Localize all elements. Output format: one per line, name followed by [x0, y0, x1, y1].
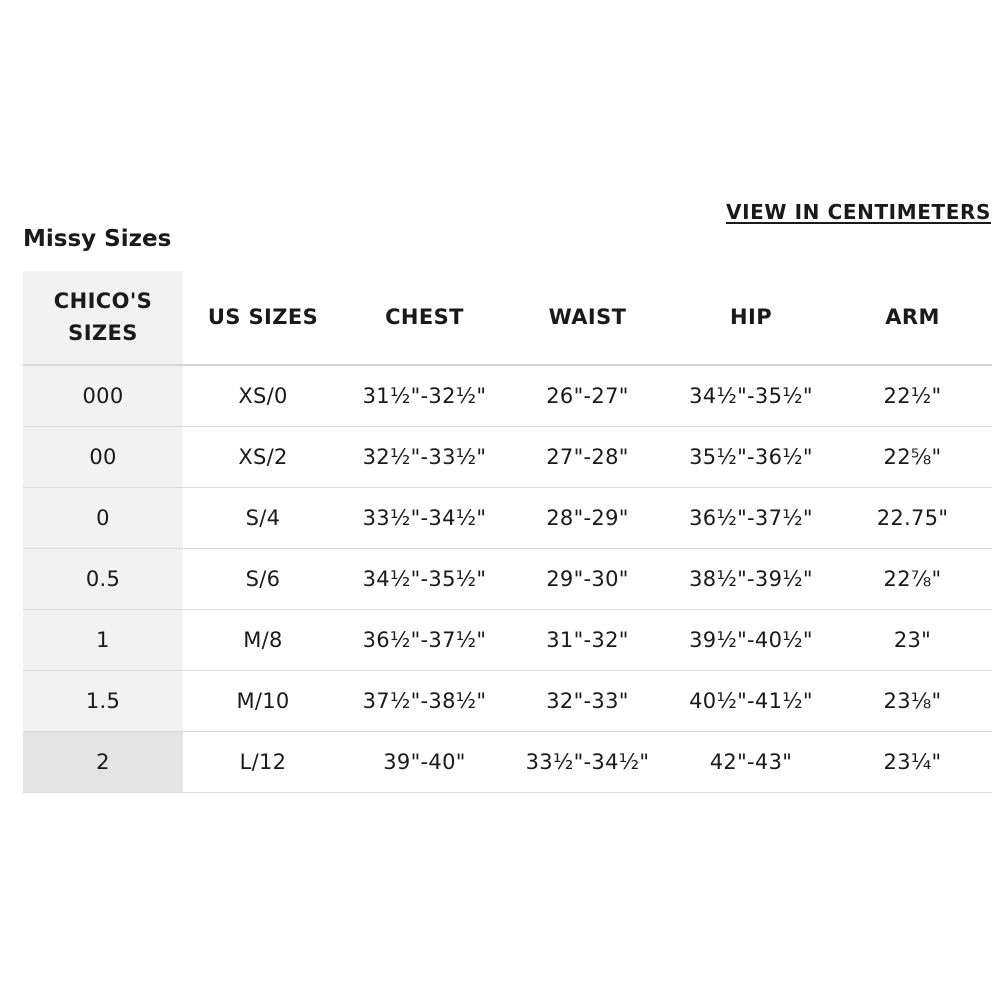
waist-cell: 32"-33" [506, 670, 669, 731]
us-size-cell: M/8 [183, 609, 343, 670]
hip-cell: 38½"-39½" [669, 548, 833, 609]
waist-cell: 33½"-34½" [506, 731, 669, 792]
us-size-cell: S/4 [183, 487, 343, 548]
chicos-size-cell: 000 [23, 365, 183, 426]
table-header-row [23, 271, 992, 365]
arm-cell: 22.75" [833, 487, 992, 548]
arm-cell: 23¼" [833, 731, 992, 792]
us-size-cell: L/12 [183, 731, 343, 792]
column-header-hip: HIP [669, 271, 833, 365]
hip-cell: 40½"-41½" [669, 670, 833, 731]
table-row [23, 731, 992, 792]
chicos-size-cell: 0 [23, 487, 183, 548]
section-title: Missy Sizes [23, 226, 172, 252]
hip-cell: 34½"-35½" [669, 365, 833, 426]
chest-cell: 31½"-32½" [343, 365, 506, 426]
chicos-size-cell: 1 [23, 609, 183, 670]
us-size-cell: XS/0 [183, 365, 343, 426]
table-row [23, 487, 992, 548]
arm-cell: 22½" [833, 365, 992, 426]
table-row [23, 548, 992, 609]
arm-cell: 22⅞" [833, 548, 992, 609]
chicos-size-cell: 2 [23, 731, 183, 792]
column-header-arm: ARM [833, 271, 992, 365]
waist-cell: 31"-32" [506, 609, 669, 670]
waist-cell: 27"-28" [506, 426, 669, 487]
table-row [23, 609, 992, 670]
chicos-size-cell: 1.5 [23, 670, 183, 731]
column-header-label: CHICO'S SIZES [53, 289, 153, 345]
chicos-size-cell: 0.5 [23, 548, 183, 609]
chest-cell: 34½"-35½" [343, 548, 506, 609]
hip-cell: 39½"-40½" [669, 609, 833, 670]
arm-cell: 22⅝" [833, 426, 992, 487]
waist-cell: 28"-29" [506, 487, 669, 548]
chest-cell: 33½"-34½" [343, 487, 506, 548]
us-size-cell: M/10 [183, 670, 343, 731]
arm-cell: 23⅛" [833, 670, 992, 731]
column-header-waist: WAIST [506, 271, 669, 365]
chest-cell: 39"-40" [343, 731, 506, 792]
table-row [23, 426, 992, 487]
column-header-us-sizes: US SIZES [183, 271, 343, 365]
us-size-cell: S/6 [183, 548, 343, 609]
chest-cell: 32½"-33½" [343, 426, 506, 487]
arm-cell: 23" [833, 609, 992, 670]
table-row [23, 670, 992, 731]
us-size-cell: XS/2 [183, 426, 343, 487]
table-row [23, 365, 992, 426]
waist-cell: 26"-27" [506, 365, 669, 426]
chicos-size-cell: 00 [23, 426, 183, 487]
size-table [23, 271, 992, 793]
view-in-centimeters-link[interactable]: VIEW IN CENTIMETERS [726, 200, 991, 224]
hip-cell: 35½"-36½" [669, 426, 833, 487]
hip-cell: 42"-43" [669, 731, 833, 792]
hip-cell: 36½"-37½" [669, 487, 833, 548]
chest-cell: 37½"-38½" [343, 670, 506, 731]
chest-cell: 36½"-37½" [343, 609, 506, 670]
column-header-chicos-sizes [23, 271, 183, 365]
column-header-chest: CHEST [343, 271, 506, 365]
waist-cell: 29"-30" [506, 548, 669, 609]
